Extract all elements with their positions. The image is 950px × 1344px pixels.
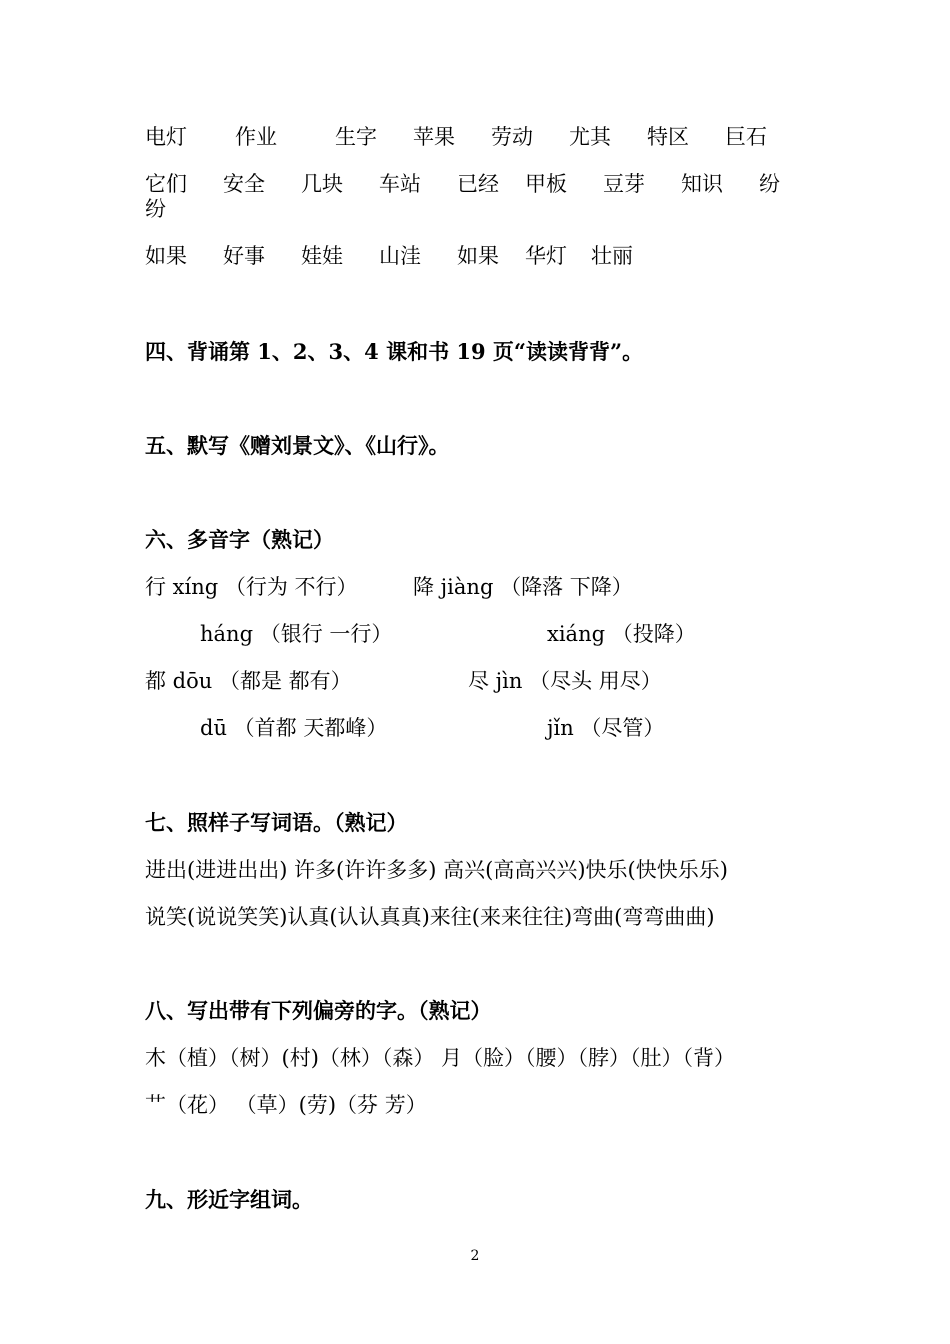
vocab-word: 如果 [145, 244, 187, 268]
vocab-word: 几块 [301, 172, 343, 196]
polyphone-entry: 行 xíng （行为 不行） [145, 575, 358, 599]
vocab-word: 甲板 [525, 172, 567, 196]
polyphone-entry: 降 jiàng （降落 下降） [413, 575, 633, 599]
radical-words-line: 艹（花） （草）(劳)（芬 芳） [145, 1093, 427, 1117]
vocab-word: 知识 [681, 172, 723, 196]
pattern-words-line: 说笑(说说笑笑)认真(认认真真)来往(来来往往)弯曲(弯弯曲曲) [145, 905, 715, 929]
section-8-heading: 八、写出带有下列偏旁的字。（熟记） [145, 998, 492, 1023]
vocab-word-wrap: 纷 [145, 197, 166, 221]
vocab-word: 巨石 [725, 125, 767, 149]
vocab-word: 特区 [647, 125, 689, 149]
page-number: 2 [470, 1248, 480, 1264]
polyphone-entry: jǐn （尽管） [547, 716, 665, 740]
vocab-word: 车站 [379, 172, 421, 196]
vocab-word: 好事 [223, 244, 265, 268]
pattern-words-line: 进出(进进出出) 许多(许许多多) 高兴(高高兴兴)快乐(快快乐乐) [145, 858, 728, 882]
section-6-heading: 六、多音字（熟记） [145, 527, 334, 552]
vocab-word: 它们 [145, 172, 187, 196]
section-4-heading: 四、背诵第 1、2、3、4 课和书 19 页“读读背背”。 [145, 339, 644, 364]
vocab-word: 作业 [235, 125, 277, 149]
vocab-word: 壮丽 [591, 244, 633, 268]
vocab-word: 如果 [457, 244, 499, 268]
vocab-word: 娃娃 [301, 244, 343, 268]
vocab-word: 豆芽 [603, 172, 645, 196]
vocab-word: 劳动 [491, 125, 533, 149]
polyphone-entry: 都 dōu （都是 都有） [145, 669, 352, 693]
vocab-word: 电灯 [145, 125, 187, 149]
polyphone-entry: xiáng （投降） [547, 622, 696, 646]
polyphone-entry: dū （首都 天都峰） [200, 716, 388, 740]
section-5-heading: 五、默写《赠刘景文》、《山行》。 [145, 433, 450, 458]
vocab-word: 纷 [759, 172, 780, 196]
vocab-word: 尤其 [569, 125, 611, 149]
radical-words-line: 木（植）（树）(村)（林）（森） 月（脸）（腰）（脖）（肚）（背） [145, 1046, 736, 1070]
polyphone-entry: 尽 jìn （尽头 用尽） [468, 669, 662, 693]
polyphone-entry: háng （银行 一行） [200, 622, 393, 646]
vocab-word: 生字 [335, 125, 377, 149]
vocab-word: 华灯 [525, 244, 567, 268]
section-9-heading: 九、形近字组词。 [145, 1187, 313, 1212]
vocab-word: 山洼 [379, 244, 421, 268]
vocab-word: 安全 [223, 172, 265, 196]
vocab-word: 已经 [457, 172, 499, 196]
section-7-heading: 七、照样子写词语。（熟记） [145, 810, 408, 835]
vocab-word: 苹果 [413, 125, 455, 149]
